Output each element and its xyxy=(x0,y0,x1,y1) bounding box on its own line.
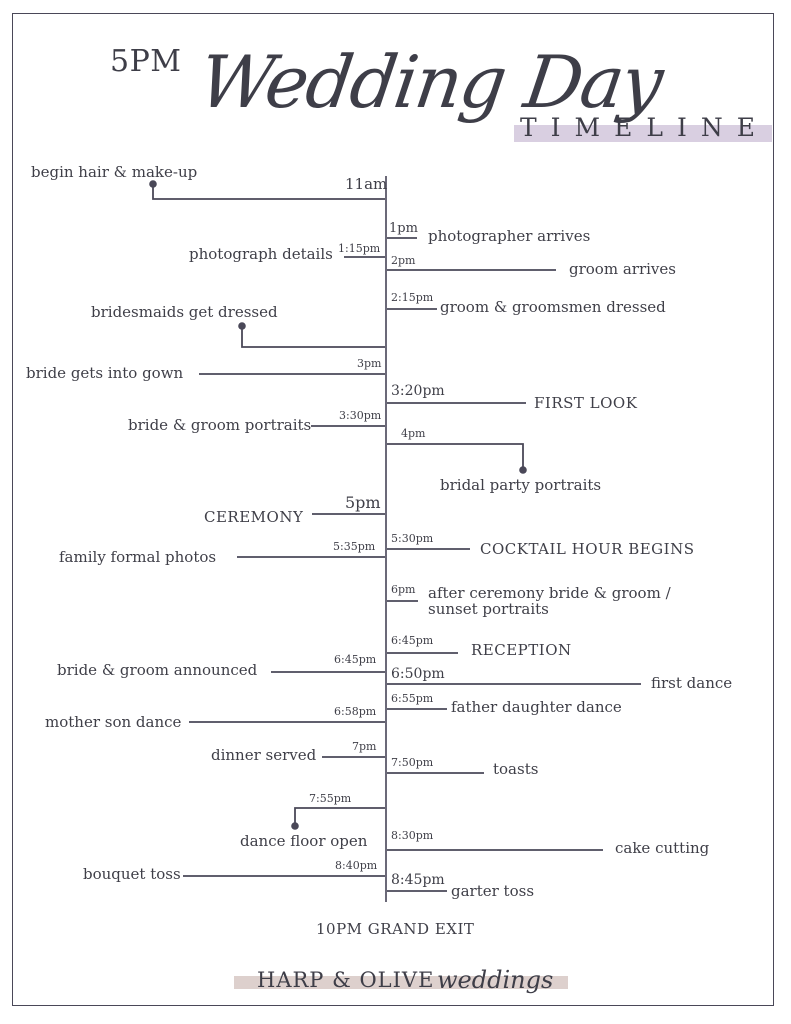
event-time-7-50pm: 7:50pm xyxy=(391,756,434,769)
event-label-photograph-details: photograph details xyxy=(189,245,333,263)
timeline-axis xyxy=(385,176,387,902)
event-time-5pm: 5pm xyxy=(345,493,381,512)
event-label-hair-makeup: begin hair & make-up xyxy=(31,163,198,181)
event-label-sunset-portraits-line1: after ceremony bride & groom / xyxy=(428,584,671,602)
event-time-6pm: 6pm xyxy=(391,583,416,596)
event-label-bride-gown: bride gets into gown xyxy=(26,364,184,382)
event-label-dinner: dinner served xyxy=(211,746,317,764)
header-time: 5PM xyxy=(110,44,182,79)
event-time-6-50pm: 6:50pm xyxy=(391,666,445,682)
event-time-4pm: 4pm xyxy=(401,427,426,440)
event-label-bride-groom-portraits: bride & groom portraits xyxy=(128,416,312,434)
event-time-2-15pm: 2:15pm xyxy=(391,291,434,304)
event-label-groom-arrives: groom arrives xyxy=(569,260,676,278)
event-time-6-55pm: 6:55pm xyxy=(391,692,434,705)
event-time-5-30pm: 5:30pm xyxy=(391,532,434,545)
event-time-3-30pm: 3:30pm xyxy=(339,409,382,422)
event-label-dance-floor: dance floor open xyxy=(240,832,368,850)
header-script-title: Wedding Day xyxy=(194,40,667,124)
event-time-8-45pm: 8:45pm xyxy=(391,872,445,888)
connector-e6 xyxy=(242,326,385,347)
event-label-garter-toss: garter toss xyxy=(451,882,535,900)
connector-e22 xyxy=(295,808,385,826)
connector-e10 xyxy=(385,444,523,470)
event-label-cake-cutting: cake cutting xyxy=(615,839,710,857)
dot-e1 xyxy=(149,180,157,188)
event-time-5-35pm: 5:35pm xyxy=(333,540,376,553)
event-time-1-15pm: 1:15pm xyxy=(338,242,381,255)
closing-grand-exit: 10PM GRAND EXIT xyxy=(316,920,475,938)
event-label-mother-son: mother son dance xyxy=(45,713,182,731)
event-label-announced: bride & groom announced xyxy=(57,661,258,679)
event-time-8-40pm: 8:40pm xyxy=(335,859,378,872)
event-time-1pm: 1pm xyxy=(389,221,418,236)
event-time-reception: 6:45pm xyxy=(391,634,434,647)
event-label-family-formals: family formal photos xyxy=(59,548,217,566)
event-label-sunset-portraits-line2: sunset portraits xyxy=(428,600,549,618)
event-time-6-58pm: 6:58pm xyxy=(334,705,377,718)
event-time-7-55pm: 7:55pm xyxy=(309,792,352,805)
dot-e22 xyxy=(291,822,299,830)
event-time-7pm: 7pm xyxy=(352,740,377,753)
event-label-reception: RECEPTION xyxy=(471,641,572,659)
event-label-first-look: FIRST LOOK xyxy=(534,394,638,412)
header-subtitle: TIMELINE xyxy=(520,113,769,142)
dot-e10 xyxy=(519,466,527,474)
event-label-bridesmaids-dressed: bridesmaids get dressed xyxy=(91,303,278,321)
event-label-groomsmen-dressed: groom & groomsmen dressed xyxy=(440,298,666,316)
event-label-bouquet-toss: bouquet toss xyxy=(83,865,181,883)
event-label-bridal-party-portraits: bridal party portraits xyxy=(440,476,602,494)
event-time-2pm: 2pm xyxy=(391,254,416,267)
event-time-announced: 6:45pm xyxy=(334,653,377,666)
event-time-8-30pm: 8:30pm xyxy=(391,829,434,842)
event-label-photographer-arrives: photographer arrives xyxy=(428,227,591,245)
event-label-toasts: toasts xyxy=(493,760,539,778)
event-time-3pm: 3pm xyxy=(357,357,382,370)
event-time-3-20pm: 3:20pm xyxy=(391,383,445,399)
event-label-father-daughter: father daughter dance xyxy=(451,698,622,716)
dot-e6 xyxy=(238,322,246,330)
footer-script-weddings: weddings xyxy=(437,966,554,994)
footer-brand: HARP & OLIVE xyxy=(257,968,435,992)
event-label-first-dance: first dance xyxy=(651,674,733,692)
event-label-cocktail-hour: COCKTAIL HOUR BEGINS xyxy=(480,540,695,558)
event-time-11am: 11am xyxy=(345,175,388,193)
event-label-ceremony: CEREMONY xyxy=(204,508,304,526)
